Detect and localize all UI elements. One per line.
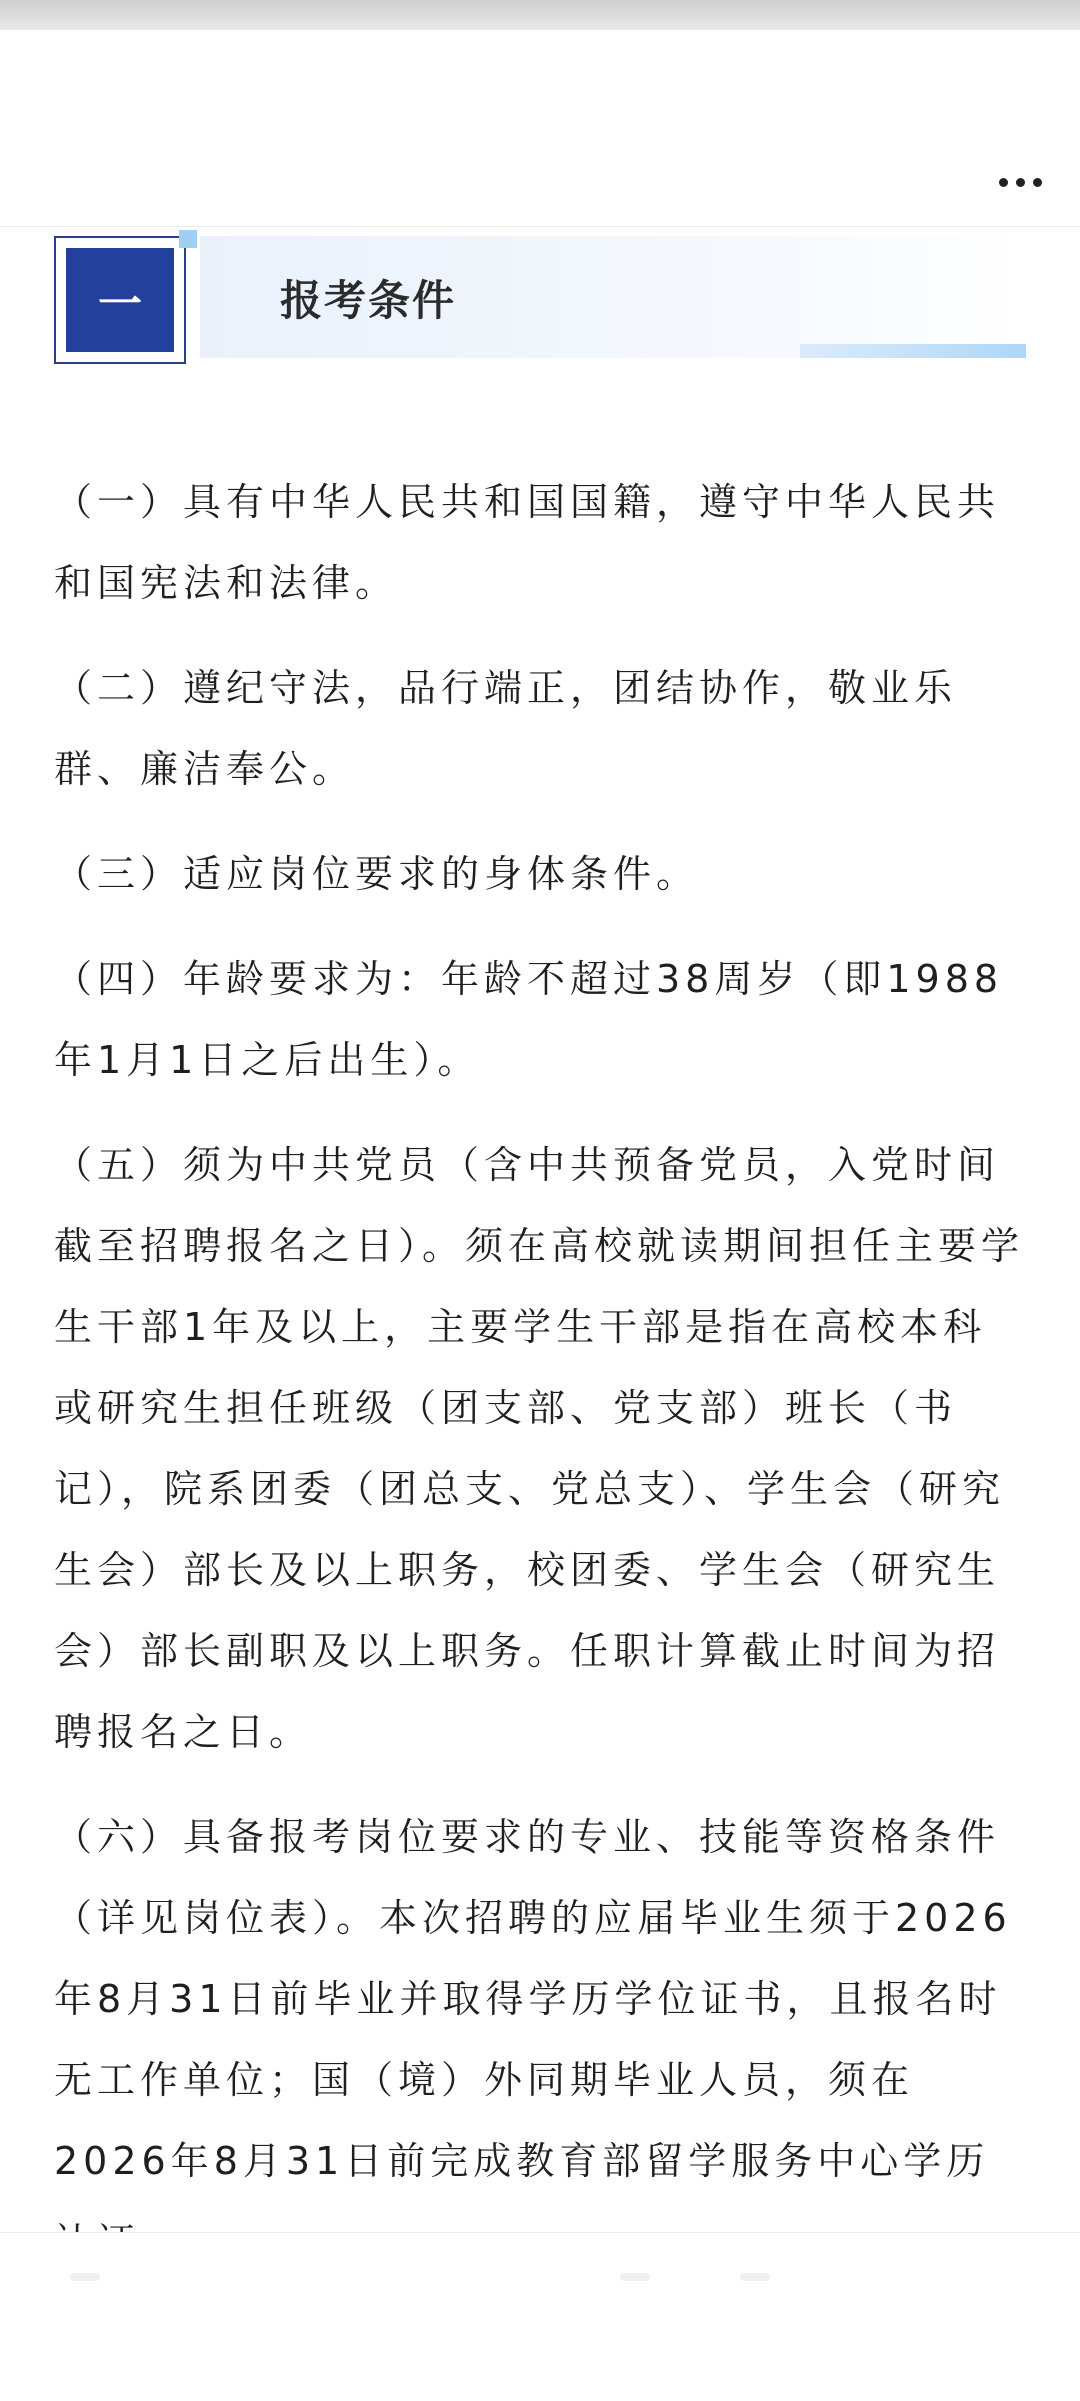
more-dot-icon [1016, 178, 1025, 187]
section-title-bar [200, 236, 1026, 358]
status-strip [0, 0, 1080, 30]
article-content [54, 462, 1026, 2232]
section-title: 报考条件 [280, 276, 457, 325]
paragraph-4: （四）年龄要求为：年龄不超过38周岁（即1988年1月1日之后出生）。 [54, 957, 1004, 1082]
paragraph-3: （三）适应岗位要求的身体条件。 [54, 852, 700, 896]
bottom-bar [0, 2232, 1080, 2401]
paragraph-2: （二）遵纪守法，品行端正，团结协作，敬业乐群、廉洁奉公。 [54, 666, 958, 791]
more-dot-icon [1033, 178, 1042, 187]
section-title-underline [800, 344, 1026, 358]
more-options-button[interactable] [990, 162, 1050, 202]
section-number: 一 [66, 248, 174, 352]
top-bar [0, 30, 1080, 227]
paragraph-1: （一）具有中华人民共和国国籍，遵守中华人民共和国宪法和法律。 [54, 480, 1001, 605]
section-accent-decoration [179, 230, 197, 248]
bottom-hint-mark [620, 2273, 650, 2281]
bottom-hint-mark [70, 2273, 100, 2281]
paragraph-6: （六）具备报考岗位要求的专业、技能等资格条件（详见岗位表）。本次招聘的应届毕业生须于2026年8月31日前毕业并取得学历学位证书，且报名时无工作单位；国（境）外同期毕业人员，须在2026年8月31日前完成教育部留学服务中心学历 [54, 1815, 1012, 2183]
more-dot-icon [999, 178, 1008, 187]
paragraph-5: （五）须为中共党员（含中共预备党员，入党时间截至招聘报名之日）。须在高校就读期间担任主要学生干部1年及以上，主要学生干部是指在高校本科或研究生担任班级（团支部、党支部）班长（书记），院系团委（团总支、党总支）、学生会（研究生会）部长及以上职务，校团委、学生会（研究生会）部长副职及以上职务。任职计算截止时间为招聘报名之日。 [54, 1143, 1025, 1754]
section-header [54, 230, 1026, 370]
section-number-box [54, 236, 186, 364]
bottom-hint-mark [740, 2273, 770, 2281]
